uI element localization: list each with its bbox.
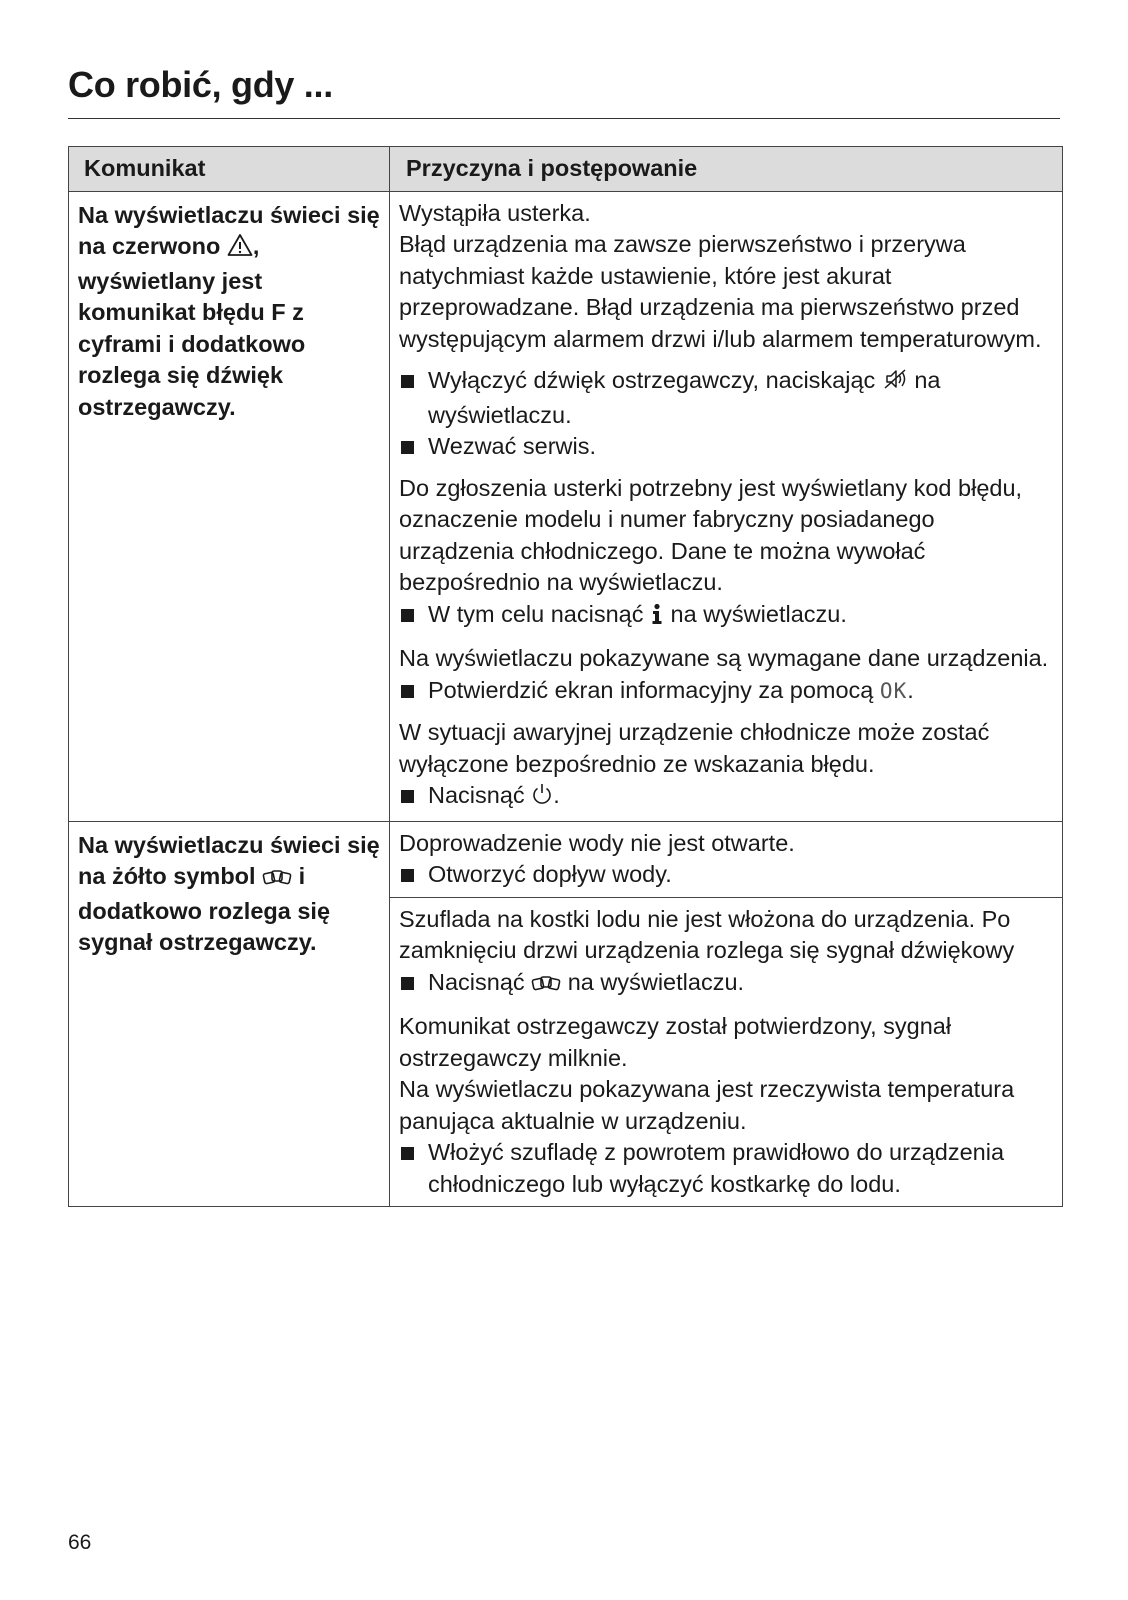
paragraph: Na wyświetlaczu pokazywane są wymagane dane urządzenia. (399, 645, 1049, 671)
bullet-item (399, 365, 1054, 431)
paragraph: Szuflada na kostki lodu nie jest włożona do urządzenia. Po zamknięciu drzwi urządzenia rozlega się sygnał dźwiękowy (399, 905, 1015, 963)
bullet-text-cont: na wyświetlaczu. (428, 367, 941, 428)
message-text-cont: i dodatkowo rozlega się sygnał ostrzegawczy. (78, 863, 331, 955)
page-number: 66 (68, 1531, 92, 1554)
bullet-square-icon (401, 441, 414, 454)
ice-cube-icon (262, 864, 292, 896)
bullet-square-icon (401, 685, 414, 698)
troubleshooting-table (68, 146, 1063, 1207)
bullet-text: Nacisnąć (428, 782, 525, 808)
bullet-text: Otworzyć dopływ wody. (428, 861, 672, 887)
paragraph: Doprowadzenie wody nie jest otwarte. (399, 829, 795, 856)
bullet-text: Potwierdzić ekran informacyjny za pomocą (428, 676, 874, 703)
bullet-item (399, 599, 1054, 634)
bullet-text-cont: na wyświetlaczu. (670, 600, 847, 627)
power-icon (531, 782, 553, 815)
message-cell (69, 821, 390, 1207)
paragraph: Do zgłoszenia usterki potrzebny jest wyświetlany kod błędu, oznaczenie modelu i numer fabryczny posiadanego urządzenia chłodniczego. Dane te można wywołać bezpośrednio na wyświetlaczu. (399, 474, 1023, 595)
cause-cell (390, 821, 1063, 1207)
bullet-item (399, 859, 1054, 891)
table-row (69, 191, 1063, 821)
bullet-item (399, 1137, 1054, 1200)
bullet-text: Wezwać serwis. (428, 433, 597, 459)
paragraph: Na wyświetlaczu pokazywana jest rzeczywista temperatura panująca aktualnie w urządzeniu. (399, 1076, 1015, 1134)
bullet-item (399, 675, 1054, 708)
cause-block (390, 192, 1062, 821)
title-divider (68, 118, 1060, 119)
bullet-square-icon (401, 790, 414, 803)
bullet-text: Nacisnąć (428, 968, 525, 995)
message-text: Na wyświetlaczu świeci się na żółto symbol (78, 831, 380, 889)
cause-cell (390, 191, 1063, 821)
bullet-item (399, 780, 1054, 815)
message-text-cont: , wyświetlany jest komunikat błędu F z cyframi i dodatkowo rozlega się dźwięk ostrzegawczy. (78, 233, 306, 420)
ok-symbol: OK (879, 678, 908, 703)
cause-block (390, 822, 1062, 897)
bullet-square-icon (401, 1147, 414, 1160)
paragraph: Komunikat ostrzegawczy został potwierdzony, sygnał ostrzegawczy milknie. (399, 1013, 952, 1071)
paragraph: W sytuacji awaryjnej urządzenie chłodnicze może zostać wyłączone bezpośrednio ze wskazania błędu. (399, 719, 990, 777)
message-text: Na wyświetlaczu świeci się na czerwono (78, 201, 380, 259)
message-cell (69, 191, 390, 821)
bullet-text-cont: . (907, 676, 914, 703)
header-message: Komunikat (69, 147, 390, 192)
bullet-text: Włożyć szufladę z powrotem prawidłowo do urządzenia chłodniczego lub wyłączyć kostkarkę do lodu. (428, 1139, 1005, 1197)
bullet-text: W tym celu nacisnąć (428, 600, 644, 627)
bullet-text: Wyłączyć dźwięk ostrzegawczy, naciskając (428, 367, 876, 393)
bullet-square-icon (401, 869, 414, 882)
paragraph: Wystąpiła usterka. (399, 199, 591, 226)
bullet-item (399, 431, 1054, 463)
bullet-square-icon (401, 977, 414, 990)
table-row (69, 821, 1063, 1207)
paragraph: Błąd urządzenia ma zawsze pierwszeństwo i przerywa natychmiast każde ustawienie, które jest akurat przeprowadzane. Błąd urządzenia ma pierwszeństwo przed występującym alarmem drzwi i/lub alarmem temperaturowym. (399, 231, 1042, 352)
table-header-row (69, 147, 1063, 192)
page-title: Co robić, gdy ... (68, 64, 333, 105)
alarm-off-icon (882, 367, 908, 400)
bullet-text-cont: na wyświetlaczu. (567, 968, 745, 995)
bullet-square-icon (401, 375, 414, 388)
bullet-item (399, 967, 1054, 1002)
ice-cube-icon (531, 970, 561, 1002)
bullet-square-icon (401, 609, 414, 622)
bullet-text-cont: . (553, 782, 560, 808)
info-icon (650, 602, 664, 634)
warning-triangle-icon (227, 233, 253, 266)
cause-block (390, 897, 1062, 1207)
header-cause: Przyczyna i postępowanie (390, 147, 1063, 192)
